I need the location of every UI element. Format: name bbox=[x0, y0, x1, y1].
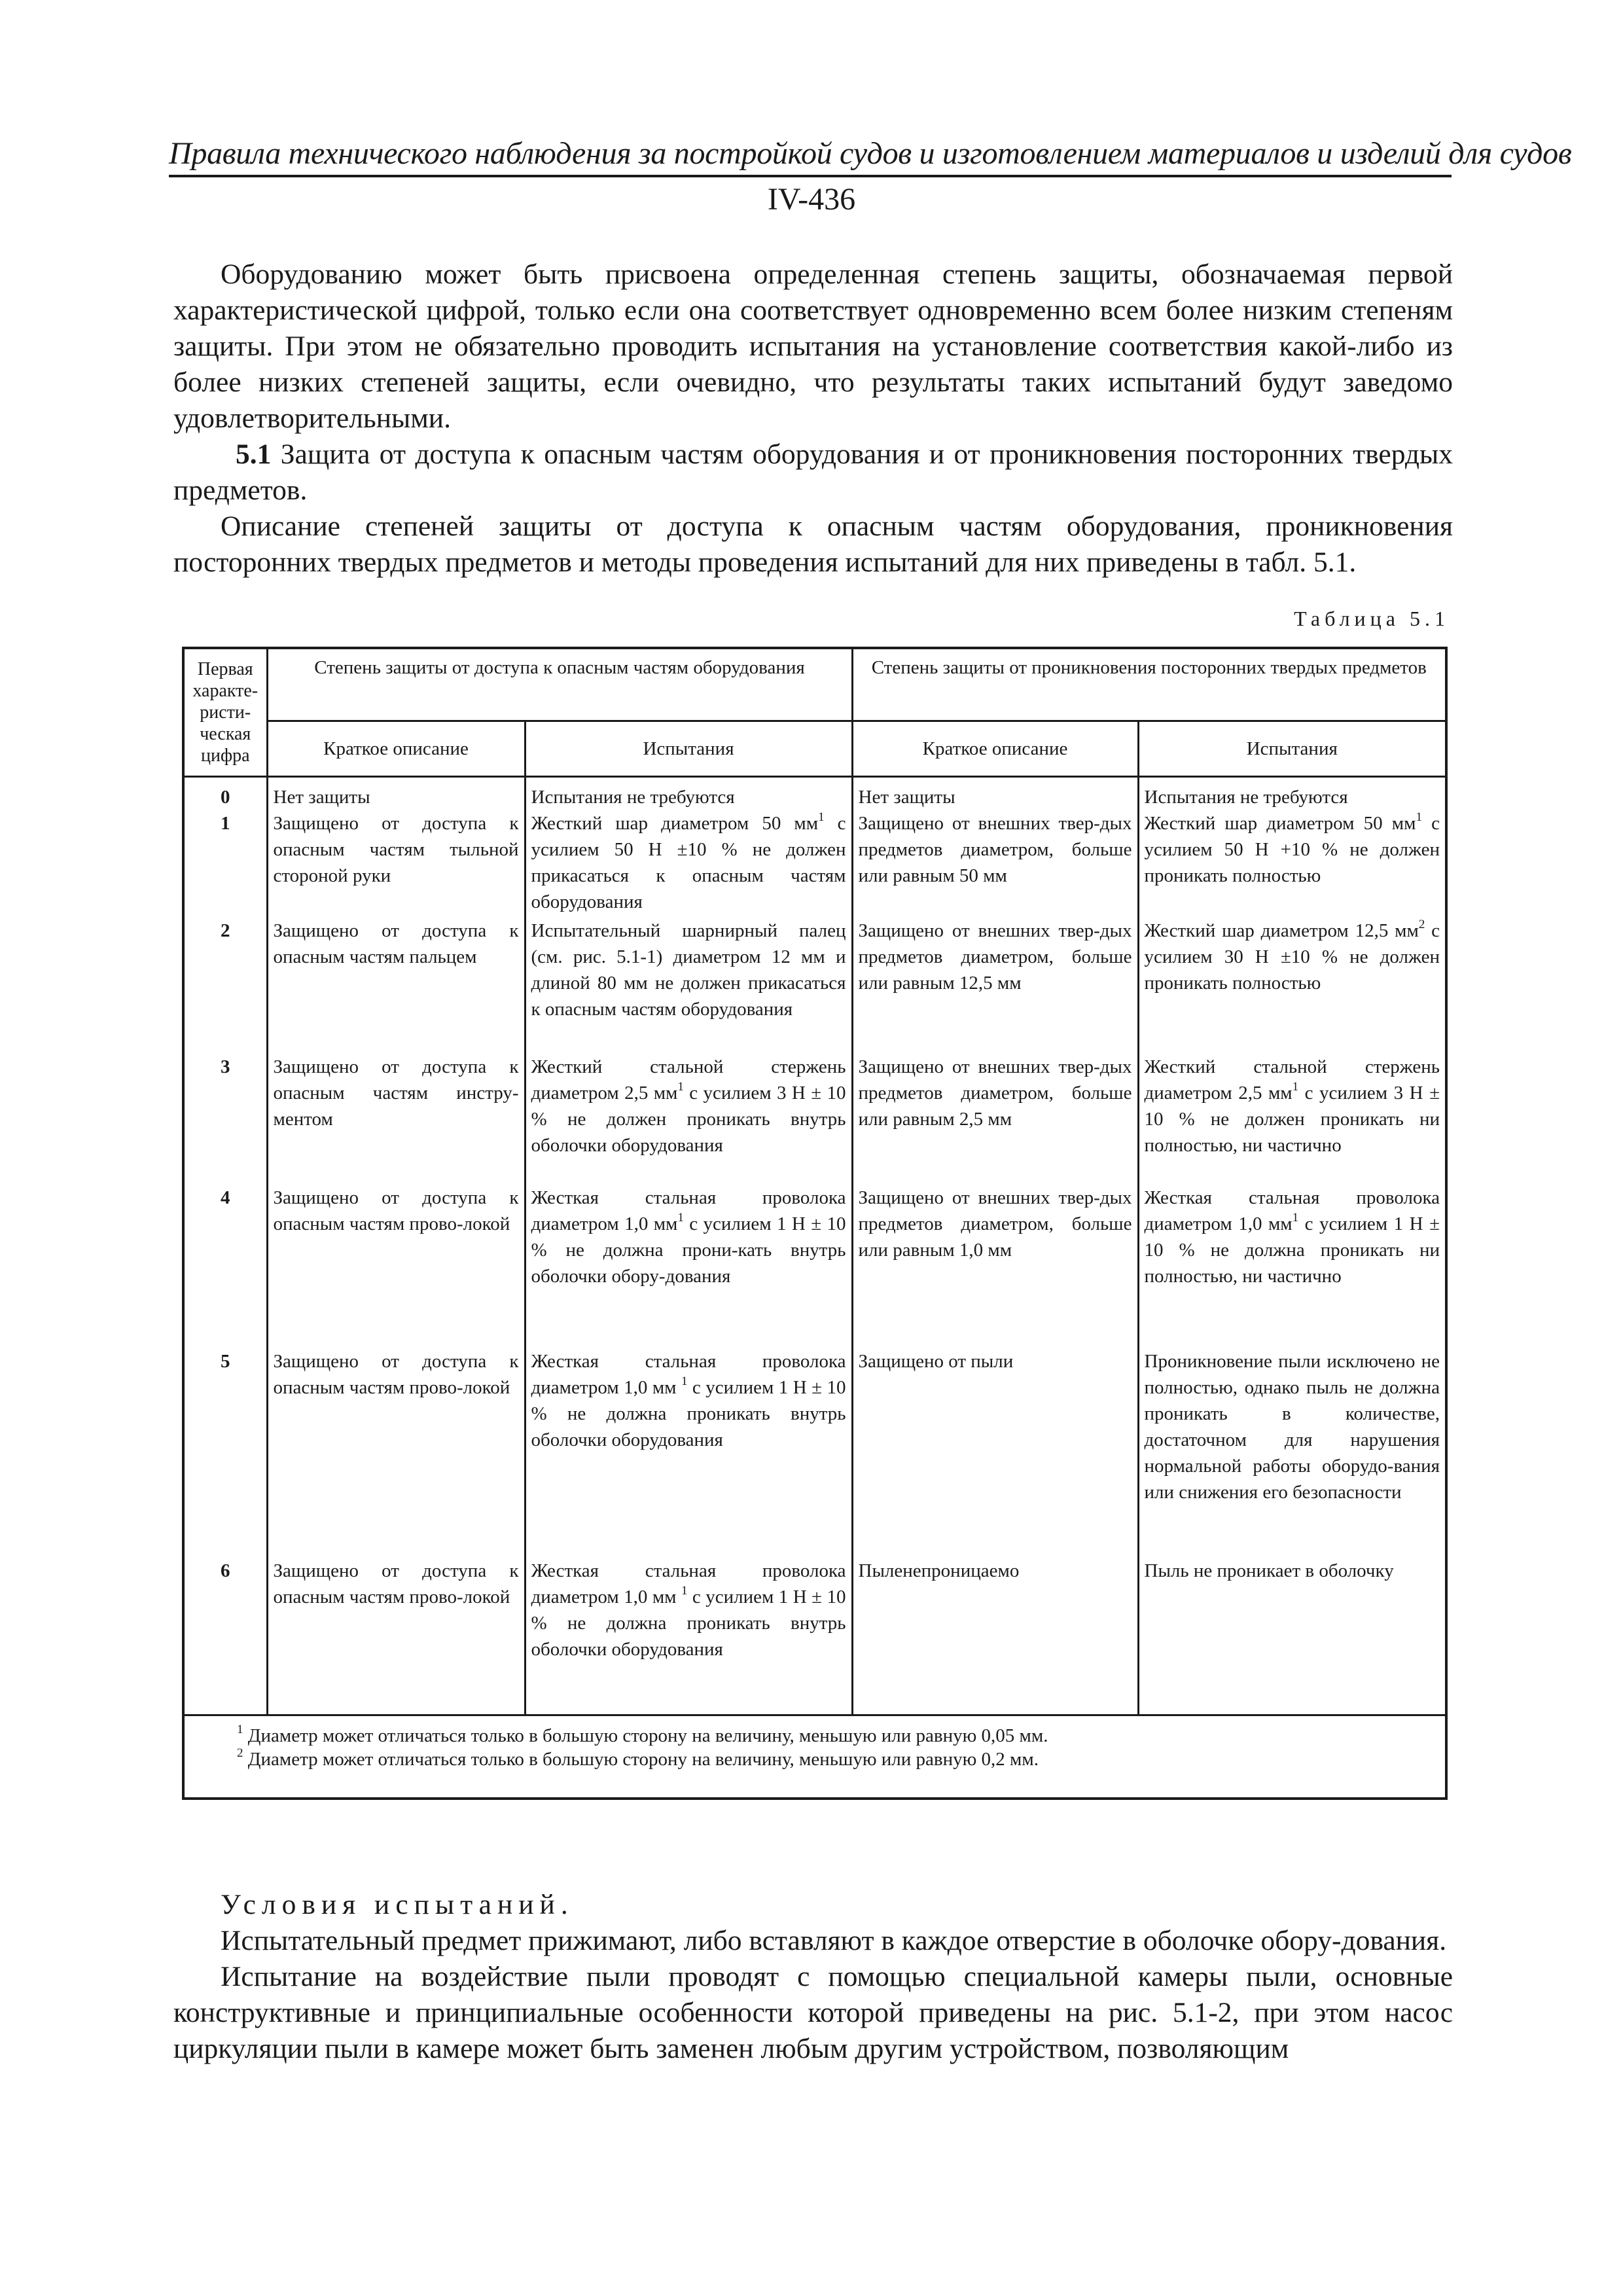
row-1-objects-test: Жесткий шар диаметром 50 $мм^1$ с усилием 50 Н +10 % не должен проникать полностью bbox=[1138, 810, 1446, 918]
th-objects-group: Степень защиты от проникновения посторонних твердых предметов bbox=[852, 648, 1446, 721]
row-0-access-desc: Нет защиты bbox=[267, 777, 525, 811]
row-2-digit: 2 bbox=[183, 918, 267, 1054]
row-5-objects-test: Проникновение пыли исключено не полностью, однако пыль не должна проникать в количестве, достаточном для нарушения нормальной работы оборудо-вания или снижения его безопасности bbox=[1138, 1348, 1446, 1558]
row-6-access-test: Жесткая стальная проволока диаметром 1,0 мм $^1$ с усилием 1 Н ± 10 % не должна проникать внутрь оболочки оборудования bbox=[525, 1558, 852, 1715]
th-access-group: Степень защиты от доступа к опасным частям оборудования bbox=[267, 648, 852, 721]
table-caption: Таблица 5.1 bbox=[1294, 607, 1450, 630]
row-3-access-test: Жесткий стальной стержень диаметром 2,5 $мм^1$ с усилием 3 Н ± 10 % не должен проникать внутрь оболочки оборудования bbox=[525, 1054, 852, 1185]
row-5-access-test: Жесткая стальная проволока диаметром 1,0 мм $^1$ с усилием 1 Н ± 10 % не должна проникать внутрь оболочки оборудования bbox=[525, 1348, 852, 1558]
intro-text bbox=[173, 257, 1453, 581]
row-5-objects-desc: Защищено от пыли bbox=[852, 1348, 1138, 1558]
row-4-access-desc: Защищено от доступа к опасным частям прово-локой bbox=[267, 1185, 525, 1348]
table-reference-paragraph: Описание степеней защиты от доступа к опасным частям оборудования, проникновения посторонних твердых предметов и методы проведения испытаний для них приведены в табл. 5.1. bbox=[173, 511, 1453, 578]
th-access-tests: Испытания bbox=[525, 721, 852, 777]
row-3-digit: 3 bbox=[183, 1054, 267, 1185]
row-6-objects-desc: Пыленепроницаемо bbox=[852, 1558, 1138, 1715]
row-6-access-desc: Защищено от доступа к опасным частям прово-локой bbox=[267, 1558, 525, 1715]
row-1-access-desc: Защищено от доступа к опасным частям тыльной стороной руки bbox=[267, 810, 525, 918]
table-footnotes bbox=[183, 1715, 1446, 1799]
row-4-access-test: Жесткая стальная проволока диаметром 1,0 $мм^1$ с усилием 1 Н ± 10 % не должна прони-кать внутрь оболочки обору-дования bbox=[525, 1185, 852, 1348]
row-1-digit: 1 bbox=[183, 810, 267, 918]
row-0-objects-test: Испытания не требуются bbox=[1138, 777, 1446, 811]
running-header: Правила технического наблюдения за постройкой судов и изготовлением материалов и изделий для судов bbox=[169, 134, 1452, 177]
row-2-objects-desc: Защищено от внешних твер-дых предметов диаметром, больше или равным 12,5 мм bbox=[852, 918, 1138, 1054]
row-6-objects-test: Пыль не проникает в оболочку bbox=[1138, 1558, 1446, 1715]
row-6-digit: 6 bbox=[183, 1558, 267, 1715]
row-5-access-desc: Защищено от доступа к опасным частям прово-локой bbox=[267, 1348, 525, 1558]
th-objects-tests: Испытания bbox=[1138, 721, 1446, 777]
th-objects-brief: Краткое описание bbox=[852, 721, 1138, 777]
row-2-access-desc: Защищено от доступа к опасным частям пальцем bbox=[267, 918, 525, 1054]
after-text bbox=[173, 1887, 1453, 2067]
row-2-objects-test: Жесткий шар диаметром 12,5 $мм^2$ с усилием 30 Н ±10 % не должен проникать полностью bbox=[1138, 918, 1446, 1054]
row-2-access-test: Испытательный шарнирный палец (см. рис. 5.1-1) диаметром 12 мм и длиной 80 мм не должен прикасаться к опасным частям оборудования bbox=[525, 918, 852, 1054]
row-1-access-test: Жесткий шар диаметром 50 $мм^1$ с усилием 50 Н ±10 % не должен прикасаться к опасным частям оборудования bbox=[525, 810, 852, 918]
section-heading bbox=[173, 437, 1453, 509]
page-number: IV-436 bbox=[767, 182, 856, 217]
section-number: 5.1 bbox=[236, 439, 272, 470]
section-title: Защита от доступа к опасным частям оборудования и от проникновения посторонних твердых предметов. bbox=[173, 439, 1453, 506]
row-0-objects-desc: Нет защиты bbox=[852, 777, 1138, 811]
th-first-digit: Первая характе-ристи-ческая цифра bbox=[183, 648, 267, 777]
intro-paragraph: Оборудованию может быть присвоена определенная степень защиты, обозначаемая первой характеристической цифрой, только если она соответствует одновременно всем более низким степеням защиты. При этом не обязательно проводить испытания на установление соответствия какой-либо из более низких степеней защиты, если очевидно, что результаты таких испытаний будут заведомо удовлетворительными. bbox=[173, 259, 1453, 434]
row-3-objects-desc: Защищено от внешних твер-дых предметов диаметром, больше или равным 2,5 мм bbox=[852, 1054, 1138, 1185]
th-access-brief: Краткое описание bbox=[267, 721, 525, 777]
row-3-objects-test: Жесткий стальной стержень диаметром 2,5 $мм^1$ с усилием 3 Н ± 10 % не должен проникать ни полностью, ни частично bbox=[1138, 1054, 1446, 1185]
conditions-paragraph: Испытательный предмет прижимают, либо вставляют в каждое отверстие в оболочке обору-дования. bbox=[221, 1925, 1447, 1956]
conditions-title: Условия испытаний. bbox=[221, 1889, 574, 1920]
protection-table bbox=[182, 647, 1448, 1800]
row-5-digit: 5 bbox=[183, 1348, 267, 1558]
row-4-digit: 4 bbox=[183, 1185, 267, 1348]
row-3-access-desc: Защищено от доступа к опасным частям инстру-ментом bbox=[267, 1054, 525, 1185]
row-4-objects-test: Жесткая стальная проволока диаметром 1,0 $мм^1$ с усилием 1 Н ± 10 % не должна проникать ни полностью, ни частично bbox=[1138, 1185, 1446, 1348]
row-1-objects-desc: Защищено от внешних твер-дых предметов диаметром, больше или равным 50 мм bbox=[852, 810, 1138, 918]
row-0-access-test: Испытания не требуются bbox=[525, 777, 852, 811]
footnote-2: $^2$ Диаметр может отличаться только в большую сторону на величину, меньшую или равную 0,2 мм. bbox=[237, 1746, 1039, 1770]
row-4-objects-desc: Защищено от внешних твер-дых предметов диаметром, больше или равным 1,0 мм bbox=[852, 1185, 1138, 1348]
footnote-1: $^1$ Диаметр может отличаться только в большую сторону на величину, меньшую или равную 0,05 мм. bbox=[237, 1722, 1048, 1746]
row-0-digit: 0 bbox=[183, 777, 267, 811]
dust-paragraph: Испытание на воздействие пыли проводят с помощью специальной камеры пыли, основные конструктивные и принципиальные особенности которой приведены на рис. 5.1-2, при этом насос циркуляции пыли в камере может быть заменен любым другим устройством, позволяющим bbox=[173, 1961, 1453, 2064]
